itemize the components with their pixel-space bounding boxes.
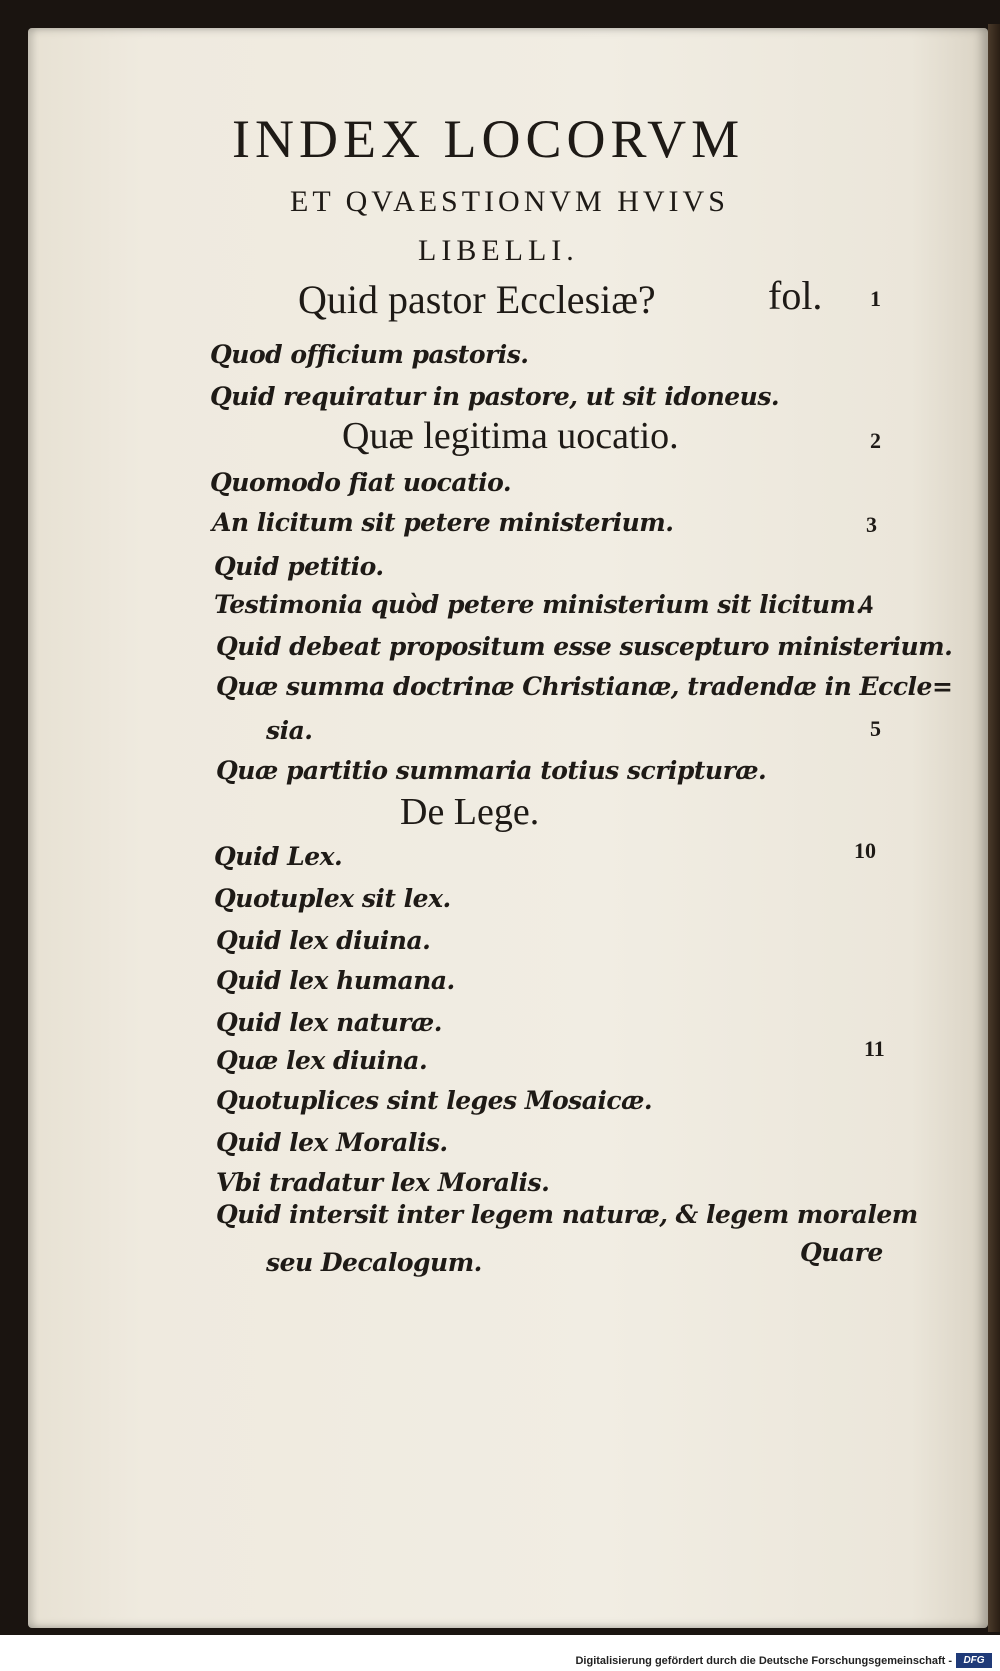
footer-bar (0, 1635, 1000, 1671)
catchword: Quare (800, 1238, 883, 1267)
index-subtitle: ET QVAESTIONVM HVIVS (290, 185, 729, 218)
index-entry: Quæ lex diuina. (216, 1046, 428, 1075)
page-number: 3 (866, 512, 877, 537)
page-number: 11 (864, 1036, 885, 1061)
index-entry: Quotuplex sit lex. (214, 884, 451, 913)
index-entry: Quid lex Moralis. (216, 1128, 448, 1157)
page-number: 2 (870, 428, 881, 453)
index-title: INDEX LOCORVM (232, 109, 745, 169)
index-subtitle-2: LIBELLI. (418, 234, 579, 267)
fol-label: fol. (768, 273, 823, 318)
index-entry: Quæ partitio summaria totius scripturæ. (216, 756, 767, 785)
index-entry: Quotuplices sint leges Mosaicæ. (216, 1086, 653, 1115)
index-entry: Quod officium pastoris. (210, 340, 529, 369)
index-entry: Quid debeat propositum esse suscepturo ministerium. (216, 632, 953, 661)
section-heading-lege: De Lege. (400, 791, 540, 833)
index-entry: Quid lex naturæ. (216, 1008, 442, 1037)
index-entry: An licitum sit petere ministerium. (212, 508, 674, 537)
section-heading-pastor: Quid pastor Ecclesiæ? (298, 277, 656, 322)
dfg-logo: DFG (956, 1653, 992, 1668)
index-entry: Quæ summa doctrinæ Christianæ, tradendæ in Eccle= (216, 672, 953, 701)
index-entry: Testimonia quòd petere ministerium sit licitum. (214, 590, 864, 619)
index-entry: Vbi tradatur lex Moralis. (216, 1168, 550, 1197)
section-heading-uocatio: Quæ legitima uocatio. (342, 415, 679, 457)
page-number: 1 (870, 286, 881, 311)
footer-credit: Digitalisierung gefördert durch die Deutsche Forschungsgemeinschaft - (575, 1655, 952, 1667)
index-entry: Quid requiratur in pastore, ut sit idoneus. (210, 382, 780, 411)
page-number: 10 (854, 838, 876, 863)
index-entry-continued: seu Decalogum. (266, 1248, 482, 1277)
index-entry: Quid lex diuina. (216, 926, 431, 955)
index-entry: Quid Lex. (214, 842, 343, 871)
index-entry: Quid petitio. (214, 552, 384, 581)
index-entry: Quid intersit inter legem naturæ, & legem moralem (216, 1200, 918, 1229)
page-number: 4 (860, 590, 873, 619)
index-entry-continued: sia. (266, 716, 313, 745)
page-edge (988, 24, 1000, 1632)
index-entry: Quid lex humana. (216, 966, 455, 995)
index-entry: Quomodo fiat uocatio. (210, 468, 512, 497)
page-number: 5 (870, 716, 881, 741)
